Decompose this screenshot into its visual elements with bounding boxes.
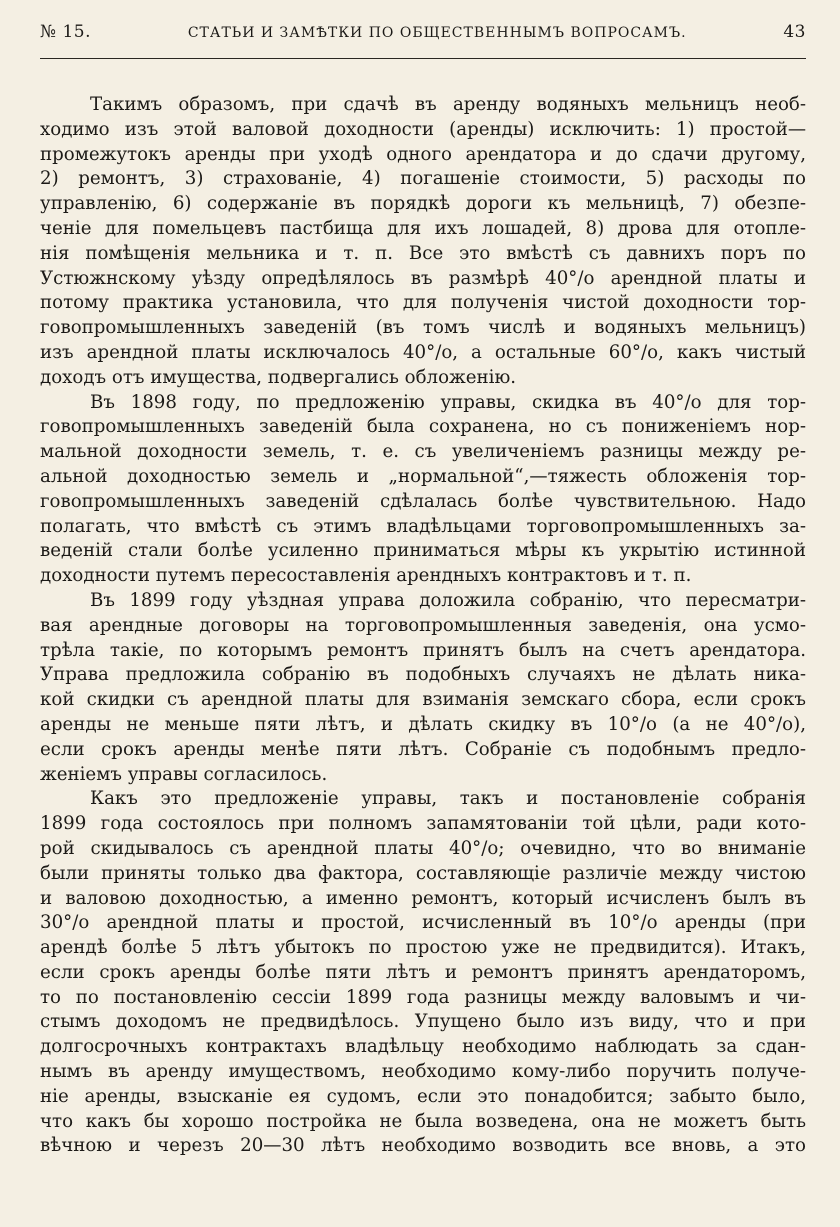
- text-line: доходъ отъ имущества, подвергались обложенію.: [40, 366, 517, 388]
- text-line: Въ 1898 году, по предложенію управы, скидка въ 40°/о для тор-: [90, 391, 806, 413]
- text-line: рой скидывалось съ арендной платы 40°/о; очевидно, что во вниманіе: [40, 837, 806, 859]
- text-line: Устюжнскому уѣзду опредѣлялось въ размѣрѣ 40°/о арендной платы и: [40, 267, 806, 289]
- page-number: 43: [783, 22, 806, 42]
- text-line: 1899 года состоялось при полномъ запамятованіи той цѣли, ради кото-: [40, 813, 806, 835]
- text-line: ченіе для помельцевъ пастбища для ихъ лошадей, 8) дрова для отопле-: [40, 217, 806, 239]
- text-line: говопромышленныхъ заведеній была сохранена, но съ пониженіемъ нор-: [40, 416, 806, 438]
- text-line: стымъ доходомъ не предвидѣлось. Упущено было изъ виду, что и при: [40, 1011, 806, 1033]
- text-line: Какъ это предложеніе управы, такъ и постановленіе собранія: [90, 788, 806, 810]
- text-line: потому практика установила, что для полученія чистой доходности тор-: [40, 292, 806, 314]
- text-line: вѣчною и черезъ 20—30 лѣтъ необходимо возводить все вновь, а это: [40, 1135, 806, 1157]
- section-title: СТАТЬИ И ЗАМѢТКИ ПО ОБЩЕСТВЕННЫМЪ ВОПРОСАМЪ.: [187, 25, 687, 41]
- text-line: долгосрочныхъ контрактахъ владѣльцу необходимо наблюдать за сдан-: [40, 1036, 806, 1058]
- text-line: промежутокъ аренды при уходѣ одного арендатора и до сдачи другому,: [40, 143, 806, 165]
- issue-number: № 15.: [40, 22, 92, 42]
- text-line: то по постановленію сессіи 1899 года разницы между валовымъ и чи-: [40, 986, 806, 1008]
- text-line: трѣла такіе, по которымъ ремонтъ принятъ былъ на счетъ арендатора.: [40, 639, 806, 661]
- text-line: управленію, 6) содержаніе въ порядкѣ дороги къ мельницѣ, 7) обезпе-: [40, 193, 806, 215]
- text-line: арендѣ болѣе 5 лѣтъ убытокъ по простою уже не предвидится). Итакъ,: [40, 937, 806, 959]
- text-line: альной доходностью земель и „нормальной“,—тяжесть обложенія тор-: [40, 465, 806, 487]
- text-line: нымъ въ аренду имуществомъ, необходимо кому-либо поручить получе-: [40, 1061, 806, 1083]
- text-line: Въ 1899 году уѣздная управа доложила собранію, что пересматри-: [90, 589, 806, 611]
- text-line: нія помѣщенія мельника и т. п. Все это вмѣстѣ съ давнихъ поръ по: [40, 242, 806, 264]
- text-line: говопромышленныхъ заведеній сдѣлалась болѣе чувствительною. Надо: [40, 490, 806, 512]
- running-header: [40, 22, 806, 59]
- text-line: мальной доходности земель, т. е. съ увеличеніемъ разницы между ре-: [40, 441, 806, 463]
- text-line: веденій стали болѣе усиленно приниматься мѣры къ укрытію истинной: [40, 540, 806, 562]
- text-line: ходимо изъ этой валовой доходности (аренды) исключить: 1) простой—: [40, 118, 806, 140]
- text-line: аренды не меньше пяти лѣтъ, и дѣлать скидку въ 10°/о (а не 40°/о),: [40, 713, 806, 735]
- text-line: 2) ремонтъ, 3) страхованіе, 4) погашеніе стоимости, 5) расходы по: [40, 168, 806, 190]
- text-line: были приняты только два фактора, составляющіе различіе между чистою: [40, 862, 806, 884]
- text-line: доходности путемъ пересоставленія арендныхъ контрактовъ и т. п.: [40, 565, 692, 587]
- text-line: 30°/о арендной платы и простой, исчисленный въ 10°/о аренды (при: [40, 912, 806, 934]
- text-line: Такимъ образомъ, при сдачѣ въ аренду водяныхъ мельницъ необ-: [90, 94, 806, 115]
- text-line: кой скидки съ арендной платы для взиманія земскаго сбора, если срокъ: [40, 689, 806, 711]
- body-text: [40, 93, 806, 1159]
- text-line: что какъ бы хорошо постройка не была возведена, она не можетъ быть: [40, 1110, 806, 1132]
- text-line: изъ арендной платы исключалось 40°/о, а остальные 60°/о, какъ чистый: [40, 341, 806, 363]
- text-line: вая арендные договоры на торговопромышленныя заведенія, она усмо-: [40, 614, 806, 636]
- text-line: если срокъ аренды менѣе пяти лѣтъ. Собраніе съ подобнымъ предло-: [40, 738, 806, 760]
- text-line: женіемъ управы согласилось.: [40, 763, 328, 785]
- text-line: говопромышленныхъ заведеній (въ томъ числѣ и водяныхъ мельницъ): [40, 317, 806, 339]
- text-line: полагать, что вмѣстѣ съ этимъ владѣльцами торговопромышленныхъ за-: [40, 515, 806, 537]
- text-line: ніе аренды, взысканіе ея судомъ, если это понадобится; забыто было,: [40, 1085, 806, 1107]
- text-line: и валовою доходностью, а именно ремонтъ, который исчисленъ былъ въ: [40, 887, 806, 909]
- text-line: если срокъ аренды болѣе пяти лѣтъ и ремонтъ принятъ арендаторомъ,: [40, 961, 806, 983]
- text-line: Управа предложила собранію въ подобныхъ случаяхъ не дѣлать ника-: [40, 664, 806, 686]
